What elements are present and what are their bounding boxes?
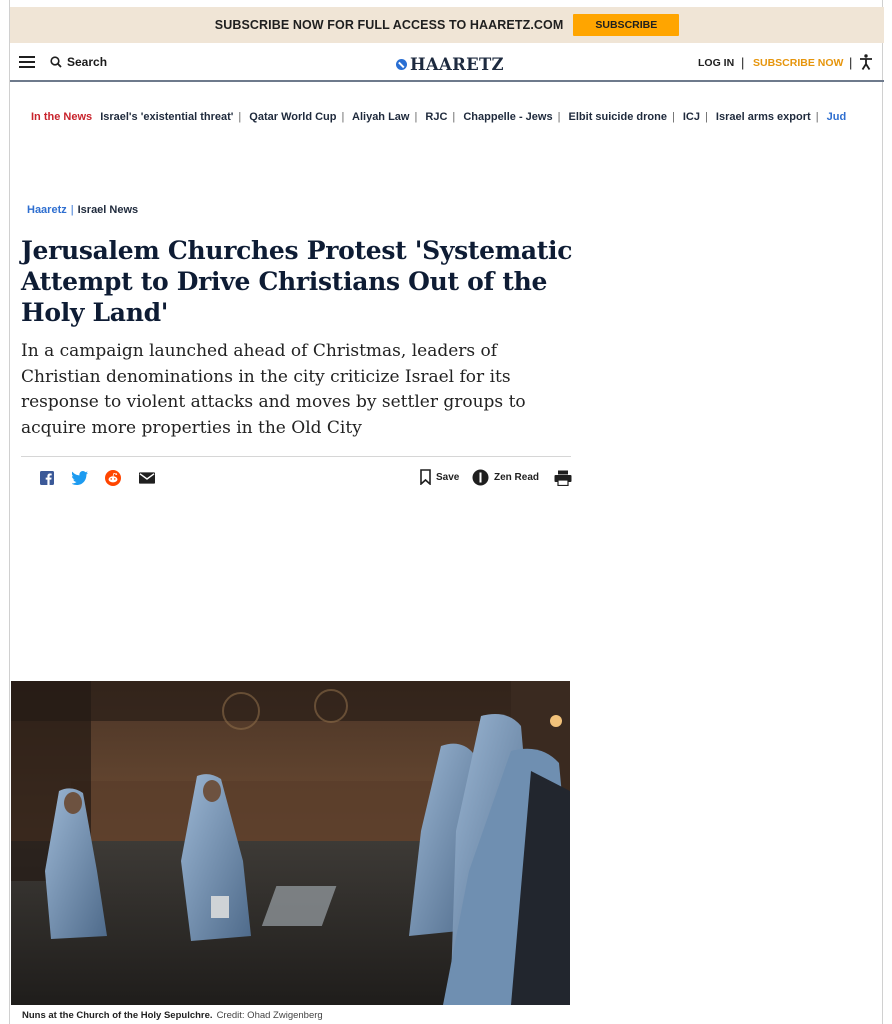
promo-subscribe-button[interactable]: SUBSCRIBE xyxy=(573,14,679,36)
facebook-icon[interactable] xyxy=(39,470,55,486)
news-link[interactable]: Israel arms export xyxy=(715,111,811,123)
breadcrumb xyxy=(27,204,138,216)
divider: | xyxy=(741,55,745,70)
logo-text: HAARETZ xyxy=(410,55,504,74)
photo-caption xyxy=(22,1010,323,1021)
news-link[interactable]: Qatar World Cup xyxy=(249,111,337,123)
accessibility-icon[interactable] xyxy=(859,54,873,70)
in-the-news-bar: In the News Israel's 'existential threat' | Qatar World Cup | Aliyah Law | RJC | Chappelle - Jews | Elbit suicide drone | ICJ | Israel arms export | Jud xyxy=(31,111,847,123)
zen-read-icon xyxy=(472,469,489,486)
divider: | xyxy=(849,55,853,70)
news-link[interactable]: Jud xyxy=(826,111,847,123)
news-link[interactable]: Israel's 'existential threat' xyxy=(100,111,234,123)
caption-text: Nuns at the Church of the Holy Sepulchre. xyxy=(22,1010,213,1021)
haaretz-logo[interactable] xyxy=(396,55,504,74)
photo-illustration xyxy=(11,681,570,1005)
twitter-icon[interactable] xyxy=(72,470,88,486)
news-link[interactable]: RJC xyxy=(425,111,448,123)
subscribe-now-link[interactable]: SUBSCRIBE NOW xyxy=(753,57,844,69)
breadcrumb-separator: | xyxy=(70,204,74,216)
promo-text: SUBSCRIBE NOW FOR FULL ACCESS TO HAARETZ.COM xyxy=(214,18,564,32)
news-link[interactable]: Aliyah Law xyxy=(352,111,410,123)
reddit-icon[interactable] xyxy=(105,470,121,486)
save-label: Save xyxy=(436,471,460,483)
breadcrumb-section-link[interactable]: Israel News xyxy=(77,204,139,216)
menu-icon[interactable] xyxy=(19,56,35,68)
zen-read-button[interactable] xyxy=(472,469,539,486)
zen-read-label: Zen Read xyxy=(494,472,540,483)
article-photo xyxy=(11,681,570,1005)
search-button[interactable] xyxy=(50,55,107,69)
article-headline: Jerusalem Churches Protest 'Systematic Attempt to Drive Christians Out of the Holy Land' xyxy=(21,236,573,327)
subscribe-promo-bar xyxy=(10,7,884,43)
search-label: Search xyxy=(67,55,108,69)
news-link[interactable]: Chappelle - Jews xyxy=(463,111,553,123)
news-link[interactable]: ICJ xyxy=(682,111,700,123)
email-icon[interactable] xyxy=(139,470,155,486)
logo-mark-icon xyxy=(396,59,407,70)
save-button[interactable] xyxy=(420,469,459,485)
breadcrumb-site-link[interactable]: Haaretz xyxy=(27,204,67,216)
print-icon[interactable] xyxy=(554,470,572,486)
bookmark-icon xyxy=(420,469,431,485)
site-header xyxy=(10,43,884,82)
page-frame xyxy=(9,0,883,1024)
article-subheadline: In a campaign launched ahead of Christmas, leaders of Christian denominations in the city criticize Israel for its response to violent attacks and moves by settler groups to acquire more properties in the Old City xyxy=(21,341,526,438)
login-link[interactable]: LOG IN xyxy=(698,57,735,69)
share-toolbar xyxy=(21,456,571,496)
photo-credit: Credit: Ohad Zwigenberg xyxy=(216,1010,323,1021)
news-link[interactable]: Elbit suicide drone xyxy=(568,111,667,123)
in-the-news-label: In the News xyxy=(31,111,93,123)
search-icon xyxy=(50,56,62,68)
